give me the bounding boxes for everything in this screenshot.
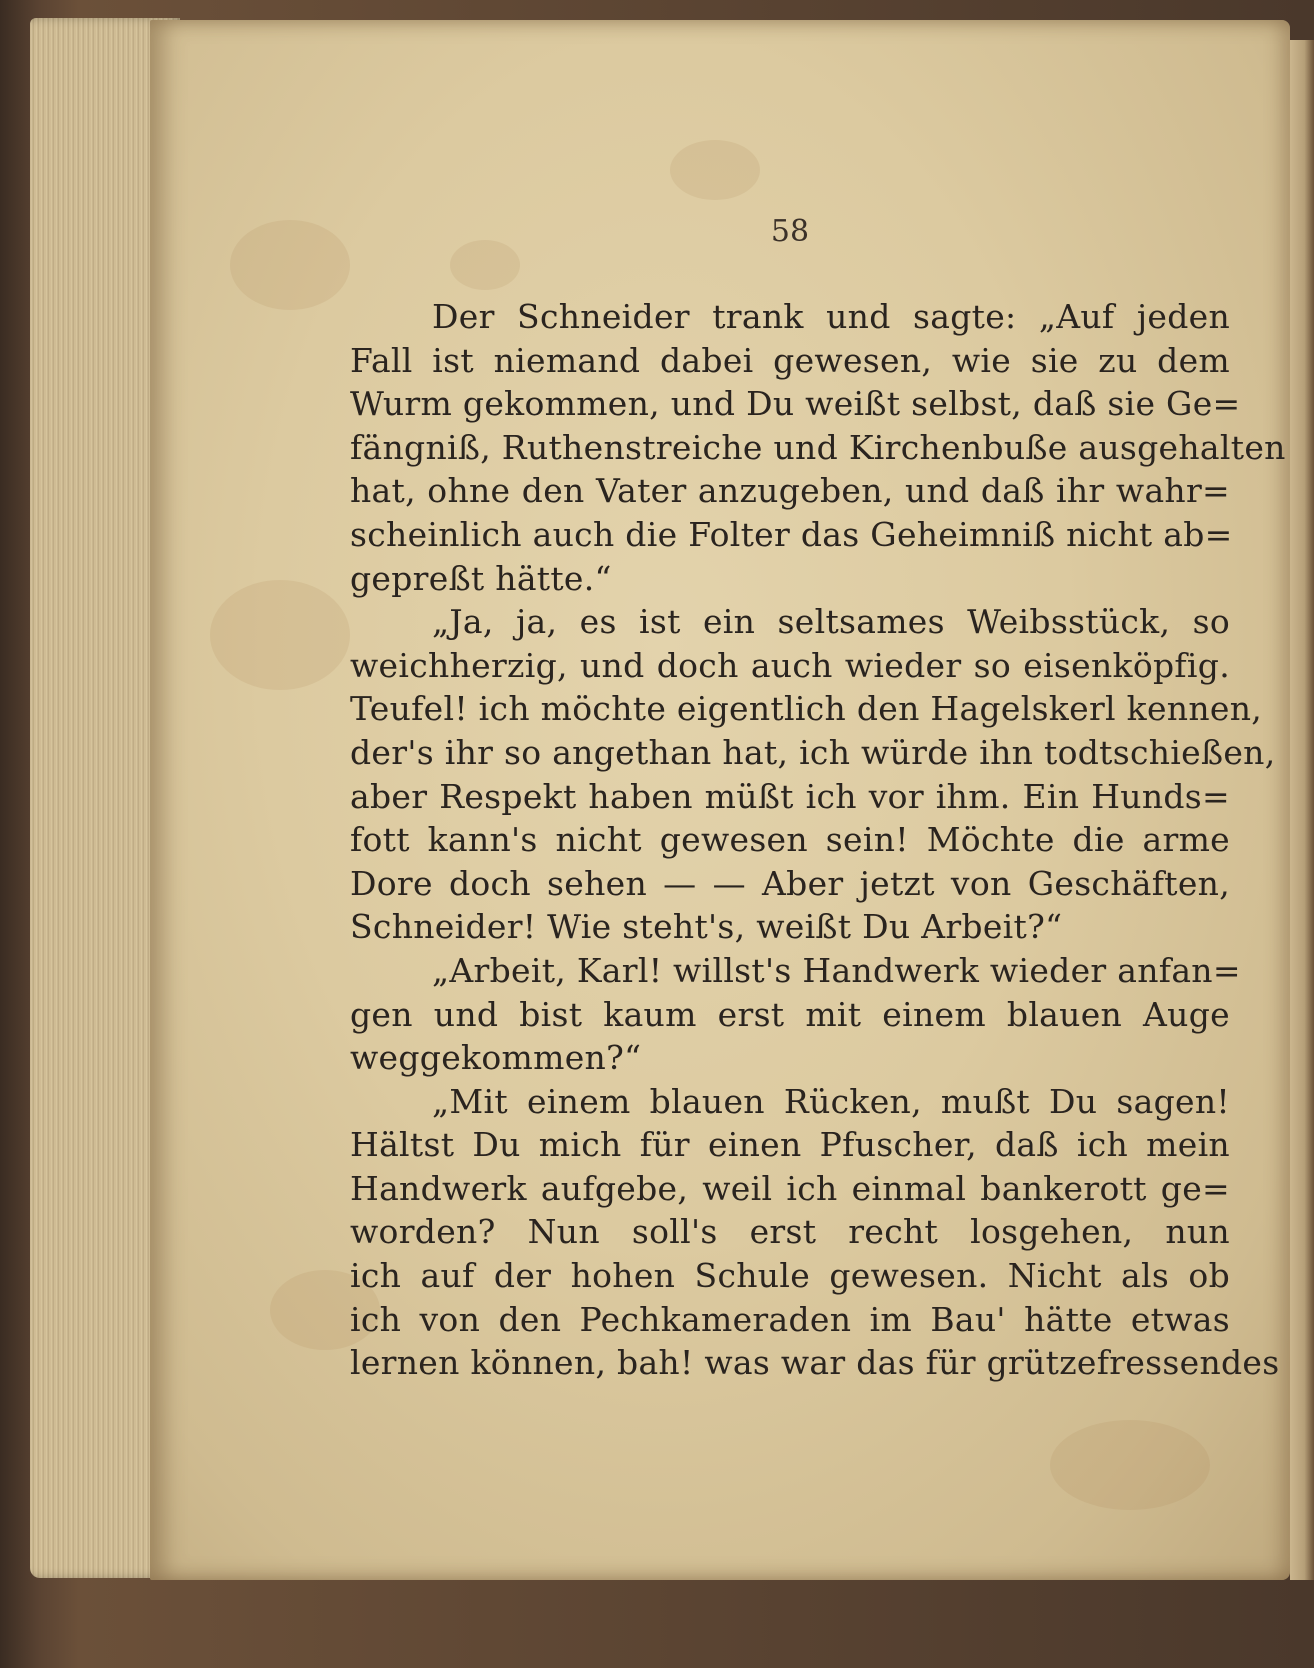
right-page-edge [1290,40,1314,1580]
text-line: Teufel! ich möchte eigentlich den Hagelskerl kennen, [350,689,1263,729]
text-line: „Ja, ja, es ist ein seltsames Weibsstück, so [432,602,1230,642]
text-line: gepreßt hätte.“ [350,558,612,598]
text-line: Dore doch sehen — — Aber jetzt von Geschäften, [350,863,1230,903]
paper-stain [1050,1420,1210,1510]
text-line: fott kann's nicht gewesen sein! Möchte die arme [350,820,1230,860]
text-line: Fall ist niemand dabei gewesen, wie sie zu dem [350,340,1230,380]
paper-stain [230,220,350,310]
paper-stain [670,140,760,200]
text-line: aber Respekt haben müßt ich vor ihm. Ein Hunds= [350,776,1230,816]
paper-stain [450,240,520,290]
text-line: Hältst Du mich für einen Pfuscher, daß ich mein [350,1125,1230,1165]
text-line: ich von den Pechkameraden im Bau' hätte etwas [350,1299,1230,1339]
text-line: Handwerk aufgebe, weil ich einmal bankerott ge= [350,1168,1230,1208]
text-line: scheinlich auch die Folter das Geheimniß nicht ab= [350,514,1233,554]
body-text [350,295,1286,1385]
text-line: Schneider! Wie steht's, weißt Du Arbeit?“ [350,907,1063,947]
text-line: weichherzig, und doch auch wieder so eisenköpfig. [350,645,1230,685]
text-line: Der Schneider trank und sagte: „Auf jeden [432,297,1230,336]
paper-stain [210,580,350,690]
text-line: ich auf der hohen Schule gewesen. Nicht als ob [350,1256,1230,1296]
text-line: Wurm gekommen, und Du weißt selbst, daß sie Ge= [350,384,1241,424]
text-line: lernen können, bah! was war das für grützefressendes [350,1343,1280,1383]
text-line: weggekommen?“ [350,1038,642,1078]
text-line: „Mit einem blauen Rücken, mußt Du sagen! [432,1081,1230,1121]
text-line: „Arbeit, Karl! willst's Handwerk wieder anfan= [432,950,1241,990]
text-line: gen und bist kaum erst mit einem blauen Auge [350,994,1230,1034]
page-number: 58 [770,214,810,249]
text-line: hat, ohne den Vater anzugeben, und daß ihr wahr= [350,471,1230,511]
text-line: fängniß, Ruthenstreiche und Kirchenbuße ausgehalten [350,427,1286,467]
text-line: der's ihr so angethan hat, ich würde ihn todtschießen, [350,732,1276,772]
text-line: worden? Nun soll's erst recht losgehen, nun [350,1212,1230,1252]
